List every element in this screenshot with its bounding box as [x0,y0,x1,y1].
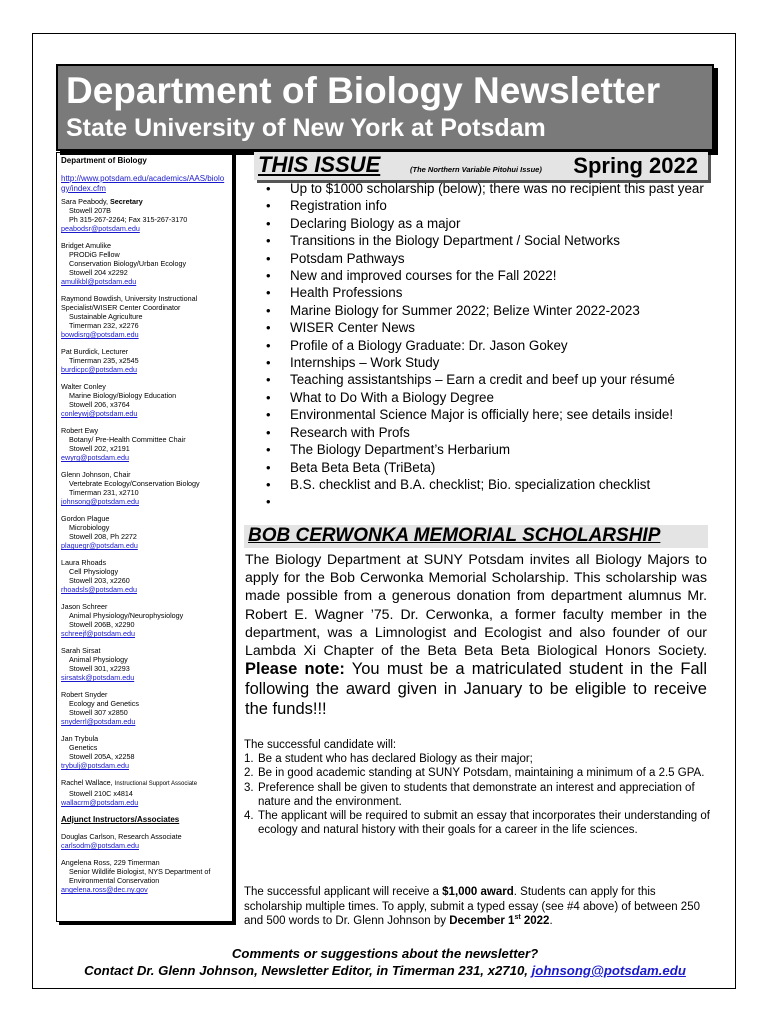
faculty-detail: Timerman 231, x2710 [69,488,139,497]
faculty-role: Instructional Support Associate [114,781,198,787]
issue-topic-text: New and improved courses for the Fall 2022! [290,268,557,284]
this-issue-bar [254,152,708,180]
issue-topic [262,319,710,336]
this-issue-title: THIS ISSUE [258,152,381,177]
issue-topic-text: Health Professions [290,285,403,301]
faculty-detail: Stowell 207B [69,206,111,215]
award-text-end: . [549,915,553,927]
deadline-year: 2022 [520,915,550,927]
issue-topic [262,371,710,388]
criterion-text: Be a student who has declared Biology as their major; [258,753,533,766]
issue-topic-text: Up to $1000 scholarship (below); there was no recipient this past year [290,181,704,196]
faculty-entry [61,602,228,638]
faculty-detail: Stowell 203, x2260 [69,576,130,585]
faculty-detail: Ph 315-267-2264; Fax 315-267-3170 [69,215,188,224]
faculty-email-link[interactable]: rhoadsls@potsdam.edu [61,585,138,594]
criterion-number: 3. [244,781,254,794]
please-note-text: You must be a matriculated student in the Fall following the award given in January to be eligible to receive the funds!!! [245,660,707,719]
issue-topic [262,406,710,423]
newsletter-footer [36,945,734,979]
faculty-name [61,294,228,312]
faculty-name [61,778,228,789]
faculty-entry [61,347,228,374]
issue-season: Spring 2022 [573,153,698,178]
deadline-suffix: st [514,914,521,922]
faculty-name-text: Rachel Wallace, [61,778,115,787]
issue-topic [262,493,710,510]
faculty-email-link[interactable]: peabodsr@potsdam.edu [61,224,140,233]
faculty-email-link[interactable]: wallacrm@potsdam.edu [61,798,139,807]
issue-topic [262,459,710,476]
faculty-name-text: Sara Peabody, [61,197,111,206]
issue-topic [262,476,710,493]
issue-topic [262,424,710,441]
issue-topic-text: WISER Center News [290,320,416,336]
issue-topic-text: Beta Beta Beta (TriBeta) [290,459,436,475]
issue-topic-text: B.S. checklist and B.A. checklist; Bio. specialization checklist [290,476,651,492]
faculty-entry [61,197,228,233]
footer-line-2 [36,962,734,979]
criterion-text: Preference shall be given to students that demonstrate an interest and appreciation of nature and the environment. [258,781,695,808]
faculty-detail: Timerman 235, x2545 [69,356,139,365]
scholarship-intro-text: The Biology Department at SUNY Potsdam invites all Biology Majors to apply for the Bob Cerwonka Memorial Scholarship. This scholarship was made possible from a generous donation from department alumnus Mr. Robert E. Wagner ’75. Dr. Cerwonka, a former faculty member in the department, was a Limnologist and Ecologist and also founder of our Lambda Xi Chapter of the Beta Beta Beta Biological Honors Society. [245,551,707,659]
issue-topic-text: Profile of a Biology Graduate: Dr. Jason Gokey [290,337,568,353]
faculty-email-link[interactable]: bowdisrg@potsdam.edu [61,330,139,339]
faculty-name [61,426,228,435]
faculty-detail: Stowell 206, x3764 [69,400,130,409]
faculty-email-link[interactable]: schreejf@potsdam.edu [61,629,136,638]
faculty-entry [61,690,228,726]
candidate-intro: The successful candidate will: [244,739,397,751]
faculty-name [61,690,228,699]
adjunct-email-link[interactable]: carlsodm@potsdam.edu [61,841,140,850]
criterion-number: 2. [244,767,254,780]
faculty-email-link[interactable]: conleywj@potsdam.edu [61,409,138,418]
faculty-detail: Timerman 232, x2276 [69,321,139,330]
faculty-name [61,514,228,523]
faculty-entry [61,294,228,339]
faculty-email-link[interactable]: amulikbl@potsdam.edu [61,277,137,286]
faculty-name [61,558,228,567]
faculty-name [61,197,228,206]
criterion-text: The applicant will be required to submit an essay that incorporates their understanding of ecology and natural history with their goals for a career in the life sciences. [258,810,710,837]
issue-topic [262,389,710,406]
issue-topic-text: Potsdam Pathways [290,250,405,266]
issue-topic-text: What to Do With a Biology Degree [290,389,494,405]
issue-topic-text: Environmental Science Major is officially here; see details inside! [290,407,674,423]
faculty-detail: Sustainable Agriculture [69,312,143,321]
faculty-detail: Vertebrate Ecology/Conservation Biology [69,479,200,488]
faculty-entry [61,734,228,770]
faculty-detail: Animal Physiology/Neurophysiology [69,611,184,620]
faculty-name-text: Sarah Sirsat [61,646,101,655]
footer-contact-text: Contact Dr. Glenn Johnson, Newsletter Editor, in Timerman 231, x2710, [84,963,532,978]
faculty-detail: Marine Biology/Biology Education [69,391,177,400]
faculty-detail: Stowell 205A, x2258 [69,752,135,761]
faculty-detail: PRODiG Fellow [69,250,120,259]
faculty-detail: Genetics [69,743,98,752]
newsletter-banner [56,64,714,151]
faculty-name [61,602,228,611]
editor-email-link[interactable]: johnsong@potsdam.edu [531,963,686,978]
issue-topic [262,337,710,354]
faculty-detail: Stowell 204 x2292 [69,268,128,277]
faculty-detail: Stowell 202, x2191 [69,444,130,453]
faculty-name-text: Walter Conley [61,382,106,391]
sidebar-heading: Department of Biology [61,156,147,165]
faculty-name-text: Pat Burdick, Lecturer [61,347,129,356]
issue-topic [262,180,710,197]
faculty-detail: Conservation Biology/Urban Ecology [69,259,187,268]
deadline-day: December 1 [449,915,515,927]
faculty-name [61,734,228,743]
faculty-name-text: Robert Ewy [61,426,99,435]
faculty-detail: Stowell 210C x4814 [69,789,133,798]
faculty-email-link[interactable]: sirsatsk@potsdam.edu [61,673,135,682]
award-paragraph [244,885,710,929]
criterion-number: 1. [244,753,254,766]
issue-topic-text: Research with Profs [290,424,410,440]
deadline [449,915,549,927]
faculty-entry [61,558,228,594]
issue-topic [262,197,710,214]
criterion-item [244,781,710,809]
faculty-name-text: Laura Rhoads [61,558,107,567]
issue-topic [262,232,710,249]
candidate-criteria [244,738,710,837]
criteria-list [244,752,710,837]
faculty-name-text: Raymond Bowdish, University Instructional Specialist/WISER Center Coordinator [61,294,198,312]
criterion-item [244,766,710,780]
issue-topic-text: Marine Biology for Summer 2022; Belize Winter 2022-2023 [290,302,640,318]
faculty-email-link[interactable]: burdicpc@potsdam.edu [61,365,138,374]
faculty-name-text: Jason Schreer [61,602,108,611]
faculty-role: Secretary [110,197,143,206]
faculty-name [61,470,228,479]
adjunct-name: Douglas Carlson, Research Associate [61,832,182,841]
adjunct-entry [61,858,228,894]
adjunct-list [61,832,228,894]
issue-topic-text: Teaching assistantships – Earn a credit and beef up your résumé [290,372,675,388]
issue-topic [262,215,710,232]
faculty-email-link[interactable]: ewyrg@potsdam.edu [61,453,130,462]
issue-topic-text: Internships – Work Study [290,355,440,371]
faculty-name-text: Gordon Plague [61,514,110,523]
scholarship-heading-bar [244,525,708,548]
issue-topic-text: The Biology Department’s Herbarium [290,442,511,458]
faculty-name-text: Robert Snyder [61,690,108,699]
faculty-name-text: Jan Trybula [61,734,99,743]
faculty-entry [61,778,228,807]
newsletter-subtitle: State University of New York at Potsdam [66,114,546,142]
award-amount: $1,000 award [442,886,514,898]
faculty-detail: Stowell 307 x2850 [69,708,128,717]
criterion-item [244,752,710,766]
faculty-entry [61,470,228,506]
footer-line-1: Comments or suggestions about the newsletter? [231,946,539,961]
faculty-email-link[interactable]: trybulj@potsdam.edu [61,761,130,770]
newsletter-title: Department of Biology Newsletter [66,70,661,111]
scholarship-heading: BOB CERWONKA MEMORIAL SCHOLARSHIP [248,525,661,546]
criterion-number: 4. [244,810,254,823]
faculty-name-text: Glenn Johnson, Chair [61,470,131,479]
issue-topic [262,302,710,319]
issue-topic [262,250,710,267]
faculty-detail: Microbiology [69,523,110,532]
issue-subtitle: (The Northern Variable Pitohui Issue) [410,165,542,174]
department-url-link[interactable]: http://www.potsdam.edu/academics/AAS/biology/index.cfm [61,174,225,193]
criterion-item [244,809,710,837]
faculty-detail: Stowell 206B, x2290 [69,620,135,629]
faculty-name [61,347,228,356]
faculty-detail: Animal Physiology [69,655,128,664]
faculty-detail: Cell Physiology [69,567,119,576]
faculty-name [61,241,228,250]
faculty-sidebar [56,152,233,922]
faculty-entry [61,241,228,286]
scholarship-intro [245,550,707,719]
faculty-detail: Ecology and Genetics [69,699,139,708]
issue-topic [262,284,710,301]
award-text-pre: The successful applicant will receive a [244,886,443,898]
faculty-entry [61,426,228,462]
criterion-text: Be in good academic standing at SUNY Potsdam, maintaining a minimum of a 2.5 GPA. [258,767,705,780]
faculty-entry [61,646,228,682]
issue-topics-list [262,180,710,511]
issue-topic-text: Transitions in the Biology Department / Social Networks [290,233,620,249]
please-note-label: Please note: [245,660,345,679]
faculty-detail: Botany/ Pre-Health Committee Chair [69,435,186,444]
faculty-entry [61,514,228,550]
award-text-mid: . Students can apply for this scholarship multiple times. To apply, submit a typed essay (see #4 above) of between 250 and 500 words to Dr. Glenn Johnson by [244,886,700,927]
faculty-name [61,646,228,655]
issue-topic [262,441,710,458]
faculty-list [61,197,228,807]
adjunct-email-link[interactable]: angelena.ross@dec.ny.gov [61,885,148,894]
adjunct-detail: Senior Wildlife Biologist, NYS Department of Environmental Conservation [69,867,211,885]
faculty-name [61,382,228,391]
adjunct-entry [61,832,228,850]
adjunct-heading: Adjunct Instructors/Associates [61,815,180,824]
faculty-detail: Stowell 301, x2293 [69,664,130,673]
faculty-email-link[interactable]: johnsong@potsdam.edu [61,497,140,506]
faculty-email-link[interactable]: plaguegr@potsdam.edu [61,541,138,550]
issue-topic [262,354,710,371]
issue-topic-text: Declaring Biology as a major [290,215,461,231]
adjunct-name: Angelena Ross, 229 Timerman [61,858,160,867]
faculty-email-link[interactable]: snyderrl@potsdam.edu [61,717,136,726]
faculty-entry [61,382,228,418]
faculty-detail: Stowell 208, Ph 2272 [69,532,137,541]
faculty-name-text: Bridget Amulike [61,241,111,250]
issue-topic-text: Registration info [290,198,387,214]
issue-topic [262,267,710,284]
